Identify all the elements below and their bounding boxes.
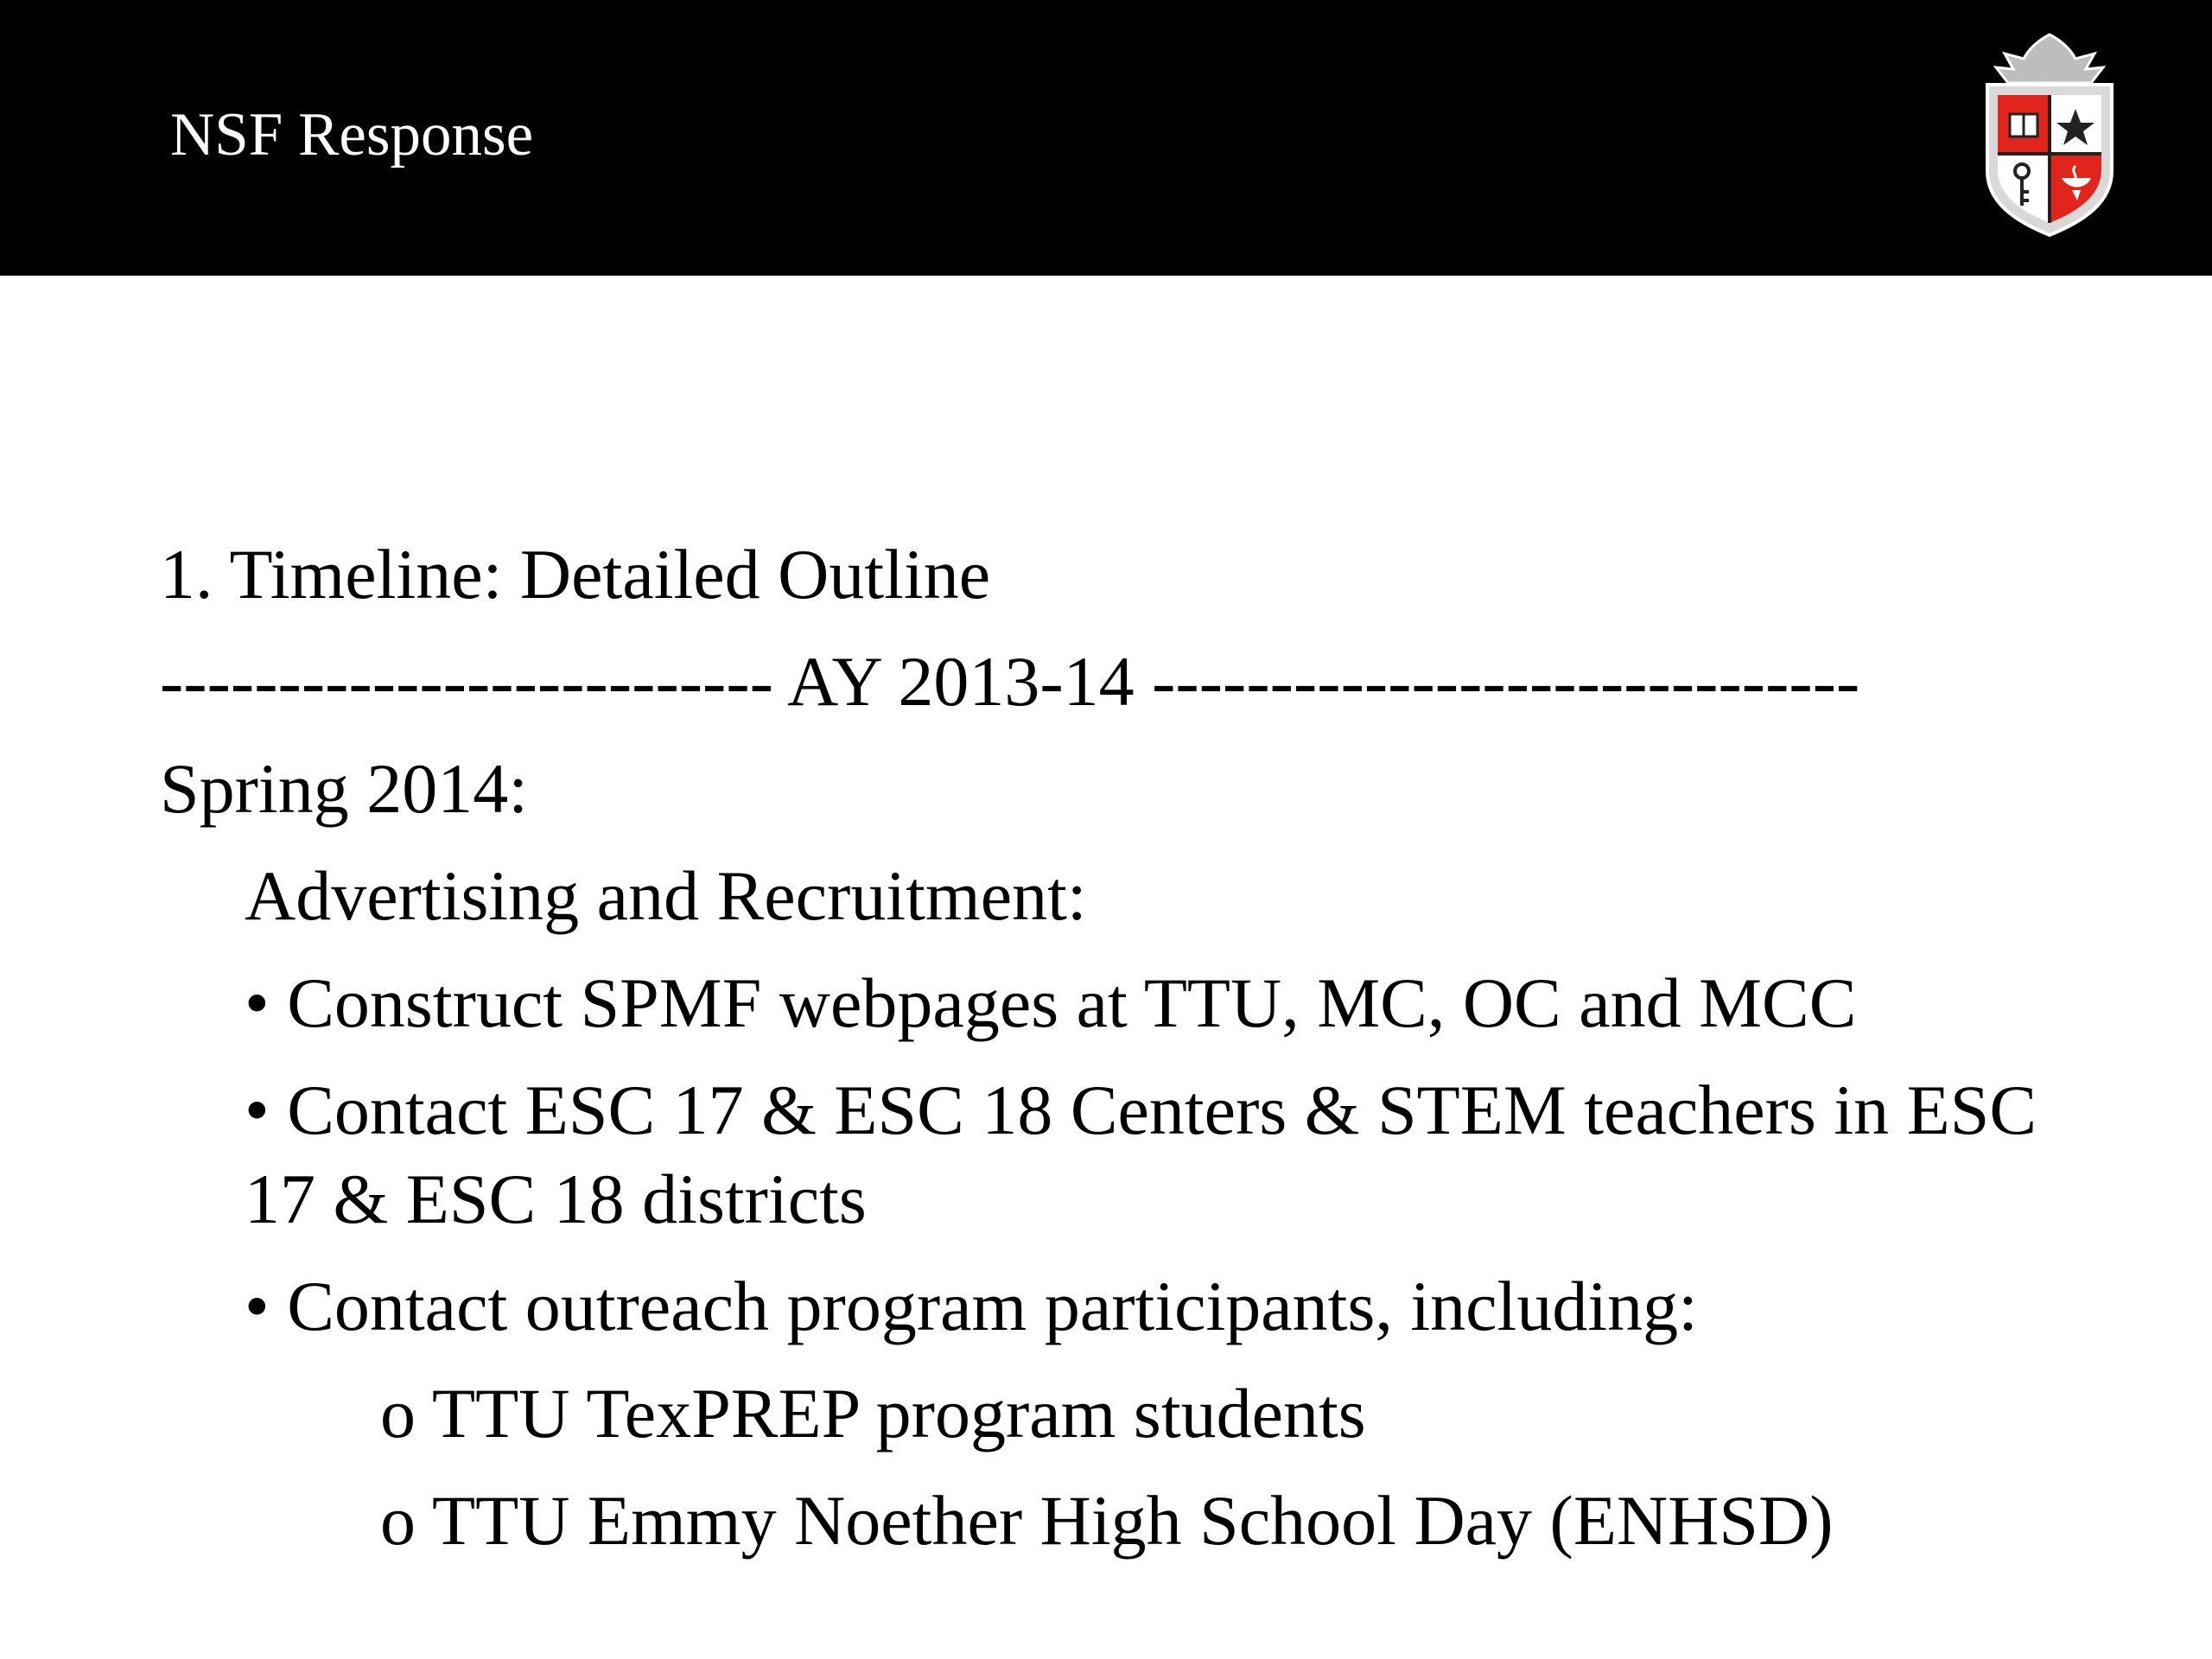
bullet-item: • Contact ESC 17 & ESC 18 Centers & STEM teachers in ESC xyxy=(245,1071,2037,1149)
sub-bullet-item: o TTU TexPREP program students xyxy=(380,1374,1366,1452)
slide-heading: 1. Timeline: Detailed Outline xyxy=(160,535,991,613)
bullet-item-continuation: 17 & ESC 18 districts xyxy=(245,1160,867,1238)
slide-header-title: NSF Response xyxy=(170,101,534,168)
section-title: Advertising and Recruitment: xyxy=(245,856,1087,935)
header-bar xyxy=(0,0,2212,276)
bullet-item: • Contact outreach program participants, including: xyxy=(245,1267,1698,1345)
academic-year-divider: -------------------------- AY 2013-14 ------------------------------ xyxy=(160,642,1860,721)
sub-bullet-item: o TTU Emmy Noether High School Day (ENHSD) xyxy=(380,1481,1834,1560)
university-shield-logo-icon xyxy=(1979,33,2120,237)
bullet-item: • Construct SPMF webpages at TTU, MC, OC and MCC xyxy=(245,963,1857,1042)
term-label: Spring 2014: xyxy=(160,749,528,828)
